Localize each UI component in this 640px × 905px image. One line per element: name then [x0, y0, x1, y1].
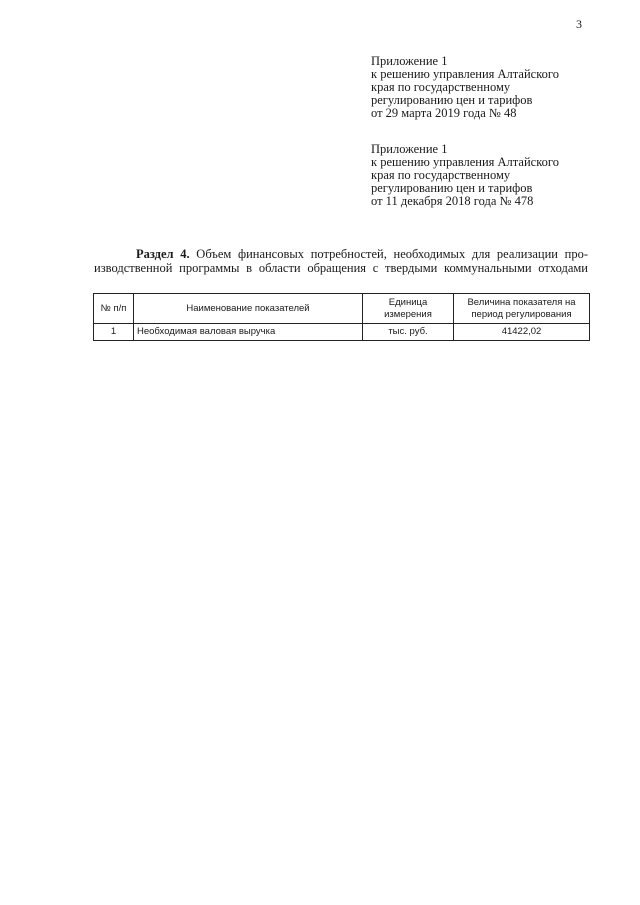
appendix-2-line: Приложение 1: [371, 142, 448, 156]
appendix-2-line: регулированию цен и тарифов: [371, 181, 533, 195]
table-row: [94, 324, 590, 341]
appendix-block-1: [371, 55, 621, 120]
cell-indicator-name: Необходимая валовая выручка: [134, 324, 363, 341]
cell-number: 1: [94, 324, 134, 341]
section-label: Раздел 4.: [136, 247, 190, 261]
page-number: 3: [576, 17, 582, 31]
column-header-indicator-name: Наименование показателей: [134, 294, 363, 324]
appendix-1-line: Приложение 1: [371, 54, 448, 68]
column-header-number: № п/п: [94, 294, 134, 324]
column-header-unit: Единица измерения: [363, 294, 454, 324]
section-heading: [94, 247, 588, 275]
appendix-1-line: к решению управления Алтайского: [371, 67, 559, 81]
appendix-1-line: от 29 марта 2019 года № 48: [371, 106, 517, 120]
appendix-block-2: [371, 143, 621, 208]
appendix-2-line: к решению управления Алтайского: [371, 155, 559, 169]
cell-unit: тыс. руб.: [363, 324, 454, 341]
appendix-1-line: регулированию цен и тарифов: [371, 93, 533, 107]
column-header-value: Величина показателя на период регулирования: [454, 294, 590, 324]
cell-value: 41422,02: [454, 324, 590, 341]
financial-needs-table: [93, 293, 590, 341]
section-text-1: Объем финансовых потребностей, необходимых для реализации про-: [196, 247, 588, 261]
appendix-2-line: от 11 декабря 2018 года № 478: [371, 194, 534, 208]
appendix-2-line: края по государственному: [371, 168, 511, 182]
section-heading-line-1: [94, 247, 588, 261]
section-text-2: изводственной программы в области обращения с твердыми коммунальными отходами: [94, 261, 588, 275]
table-header-row: [94, 294, 590, 324]
appendix-1-line: края по государственному: [371, 80, 511, 94]
